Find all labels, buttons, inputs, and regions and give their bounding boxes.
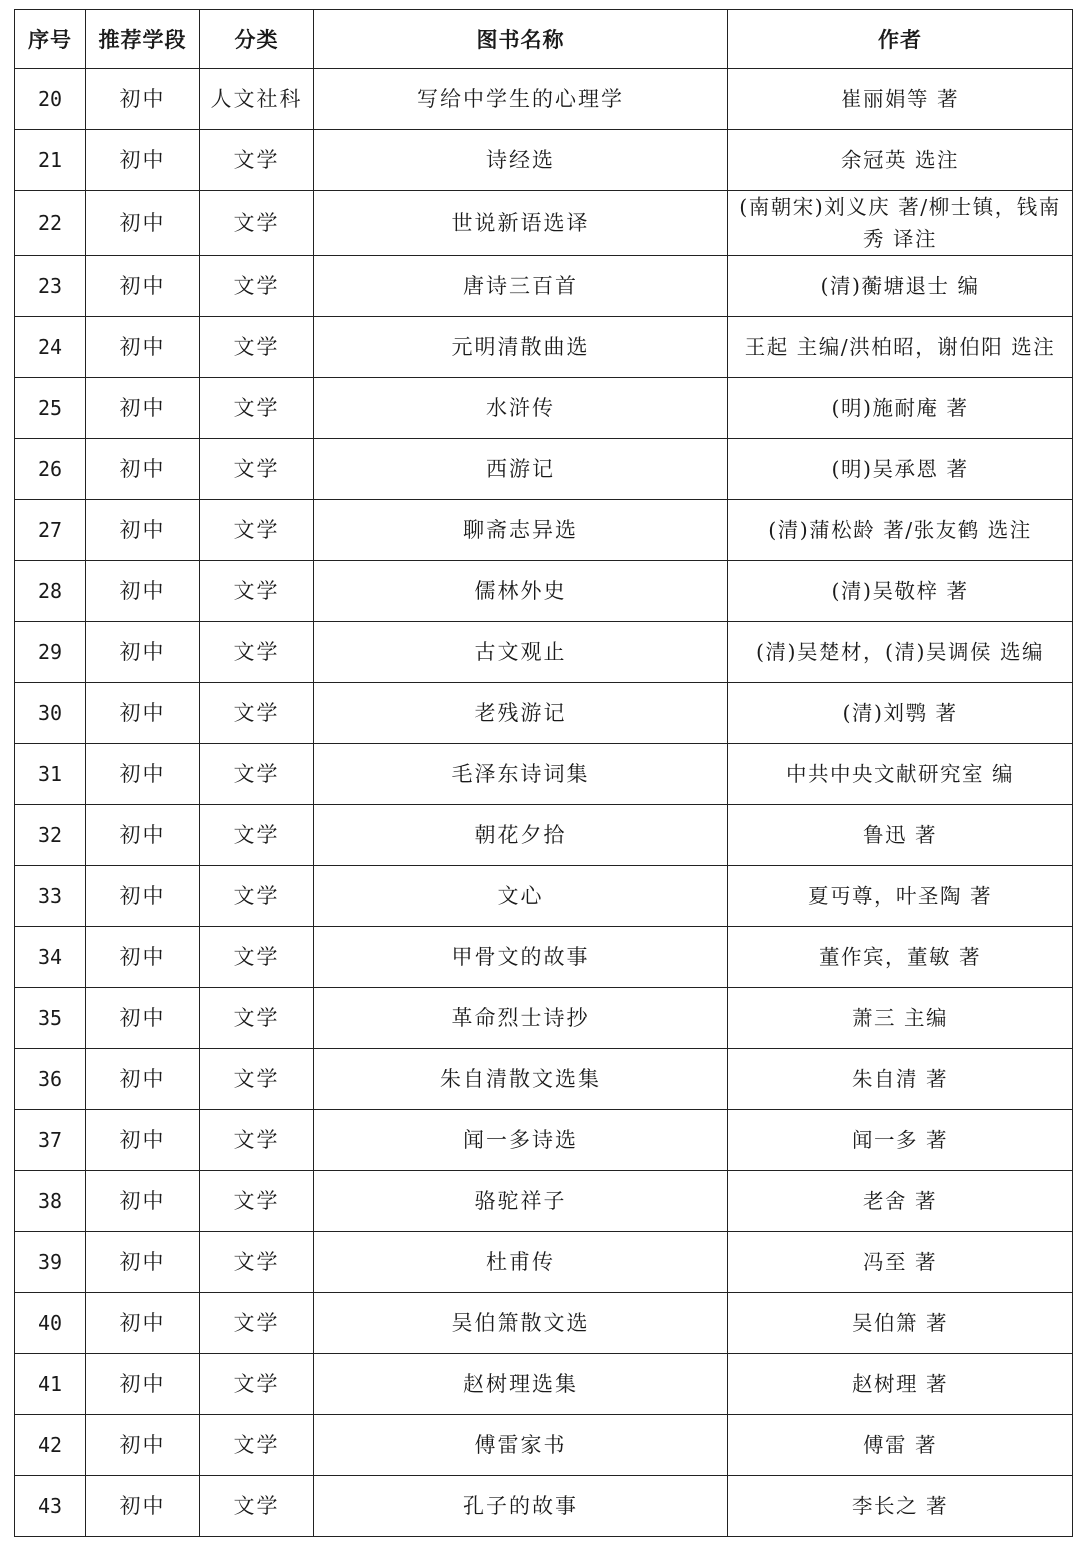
cell-author: 朱自清 著	[728, 1049, 1073, 1110]
cell-stage: 初中	[86, 378, 200, 439]
cell-stage: 初中	[86, 256, 200, 317]
cell-title: 朝花夕拾	[314, 805, 728, 866]
cell-title: 孔子的故事	[314, 1476, 728, 1537]
cell-stage: 初中	[86, 622, 200, 683]
cell-category: 文学	[200, 683, 314, 744]
table-row	[15, 1171, 1073, 1232]
cell-stage: 初中	[86, 1171, 200, 1232]
header-category: 分类	[200, 10, 314, 69]
header-row	[15, 10, 1073, 69]
cell-no: 42	[15, 1415, 86, 1476]
cell-stage: 初中	[86, 866, 200, 927]
cell-no: 37	[15, 1110, 86, 1171]
cell-category: 文学	[200, 988, 314, 1049]
cell-author: (南朝宋)刘义庆 著/柳士镇，钱南秀 译注	[728, 191, 1073, 256]
cell-title: 文心	[314, 866, 728, 927]
cell-title: 世说新语选译	[314, 191, 728, 256]
cell-title: 古文观止	[314, 622, 728, 683]
header-stage: 推荐学段	[86, 10, 200, 69]
cell-category: 文学	[200, 866, 314, 927]
table-row	[15, 805, 1073, 866]
table-row	[15, 561, 1073, 622]
header-author: 作者	[728, 10, 1073, 69]
cell-author: 鲁迅 著	[728, 805, 1073, 866]
cell-category: 文学	[200, 927, 314, 988]
cell-category: 文学	[200, 130, 314, 191]
table-row	[15, 191, 1073, 256]
cell-title: 革命烈士诗抄	[314, 988, 728, 1049]
cell-author: 董作宾，董敏 著	[728, 927, 1073, 988]
cell-author: 傅雷 著	[728, 1415, 1073, 1476]
cell-no: 33	[15, 866, 86, 927]
cell-author: (清)蘅塘退士 编	[728, 256, 1073, 317]
cell-author: 赵树理 著	[728, 1354, 1073, 1415]
cell-title: 诗经选	[314, 130, 728, 191]
table-row	[15, 1354, 1073, 1415]
cell-title: 西游记	[314, 439, 728, 500]
cell-category: 文学	[200, 1232, 314, 1293]
cell-title: 写给中学生的心理学	[314, 69, 728, 130]
cell-stage: 初中	[86, 561, 200, 622]
cell-title: 聊斋志异选	[314, 500, 728, 561]
cell-stage: 初中	[86, 1049, 200, 1110]
table-body	[15, 69, 1073, 1537]
cell-no: 23	[15, 256, 86, 317]
table-row	[15, 1049, 1073, 1110]
cell-category: 文学	[200, 317, 314, 378]
table-row	[15, 378, 1073, 439]
table-row	[15, 622, 1073, 683]
cell-stage: 初中	[86, 805, 200, 866]
cell-category: 文学	[200, 500, 314, 561]
cell-no: 22	[15, 191, 86, 256]
cell-stage: 初中	[86, 500, 200, 561]
book-list-table	[14, 9, 1073, 1537]
cell-title: 吴伯箫散文选	[314, 1293, 728, 1354]
cell-no: 32	[15, 805, 86, 866]
header-no: 序号	[15, 10, 86, 69]
cell-category: 文学	[200, 1110, 314, 1171]
cell-no: 41	[15, 1354, 86, 1415]
cell-no: 30	[15, 683, 86, 744]
cell-no: 21	[15, 130, 86, 191]
cell-author: 萧三 主编	[728, 988, 1073, 1049]
cell-author: (清)刘鹗 著	[728, 683, 1073, 744]
cell-author: 李长之 著	[728, 1476, 1073, 1537]
cell-no: 31	[15, 744, 86, 805]
cell-author: 老舍 著	[728, 1171, 1073, 1232]
cell-stage: 初中	[86, 927, 200, 988]
cell-category: 文学	[200, 622, 314, 683]
cell-category: 文学	[200, 256, 314, 317]
book-list-sheet	[14, 9, 1073, 1537]
cell-stage: 初中	[86, 1354, 200, 1415]
cell-author: (清)蒲松龄 著/张友鹤 选注	[728, 500, 1073, 561]
cell-author: 中共中央文献研究室 编	[728, 744, 1073, 805]
cell-stage: 初中	[86, 1293, 200, 1354]
cell-stage: 初中	[86, 1415, 200, 1476]
cell-stage: 初中	[86, 1232, 200, 1293]
cell-no: 27	[15, 500, 86, 561]
cell-title: 赵树理选集	[314, 1354, 728, 1415]
cell-title: 傅雷家书	[314, 1415, 728, 1476]
cell-stage: 初中	[86, 744, 200, 805]
cell-author: 崔丽娟等 著	[728, 69, 1073, 130]
cell-no: 43	[15, 1476, 86, 1537]
cell-author: 冯至 著	[728, 1232, 1073, 1293]
cell-author: (明)吴承恩 著	[728, 439, 1073, 500]
cell-no: 40	[15, 1293, 86, 1354]
table-row	[15, 1476, 1073, 1537]
cell-no: 39	[15, 1232, 86, 1293]
cell-title: 水浒传	[314, 378, 728, 439]
header-title: 图书名称	[314, 10, 728, 69]
cell-category: 文学	[200, 1049, 314, 1110]
cell-no: 38	[15, 1171, 86, 1232]
cell-category: 文学	[200, 1476, 314, 1537]
cell-no: 25	[15, 378, 86, 439]
table-row	[15, 1232, 1073, 1293]
cell-author: 夏丏尊，叶圣陶 著	[728, 866, 1073, 927]
table-row	[15, 317, 1073, 378]
cell-no: 29	[15, 622, 86, 683]
cell-category: 文学	[200, 439, 314, 500]
table-row	[15, 439, 1073, 500]
cell-author: 闻一多 著	[728, 1110, 1073, 1171]
cell-no: 35	[15, 988, 86, 1049]
cell-no: 24	[15, 317, 86, 378]
cell-title: 甲骨文的故事	[314, 927, 728, 988]
cell-author: 王起 主编/洪柏昭，谢伯阳 选注	[728, 317, 1073, 378]
cell-category: 文学	[200, 1415, 314, 1476]
table-row	[15, 1110, 1073, 1171]
cell-title: 唐诗三百首	[314, 256, 728, 317]
table-row	[15, 69, 1073, 130]
cell-title: 元明清散曲选	[314, 317, 728, 378]
table-row	[15, 256, 1073, 317]
cell-stage: 初中	[86, 317, 200, 378]
cell-category: 文学	[200, 744, 314, 805]
cell-no: 26	[15, 439, 86, 500]
table-row	[15, 866, 1073, 927]
cell-no: 34	[15, 927, 86, 988]
cell-stage: 初中	[86, 683, 200, 744]
cell-author: (清)吴楚材，(清)吴调侯 选编	[728, 622, 1073, 683]
cell-title: 毛泽东诗词集	[314, 744, 728, 805]
cell-category: 文学	[200, 1354, 314, 1415]
cell-title: 儒林外史	[314, 561, 728, 622]
cell-title: 闻一多诗选	[314, 1110, 728, 1171]
table-row	[15, 1293, 1073, 1354]
cell-no: 20	[15, 69, 86, 130]
cell-stage: 初中	[86, 191, 200, 256]
cell-stage: 初中	[86, 1476, 200, 1537]
cell-category: 文学	[200, 1293, 314, 1354]
cell-title: 杜甫传	[314, 1232, 728, 1293]
cell-stage: 初中	[86, 1110, 200, 1171]
cell-no: 28	[15, 561, 86, 622]
cell-author: (清)吴敬梓 著	[728, 561, 1073, 622]
table-row	[15, 683, 1073, 744]
cell-category: 文学	[200, 1171, 314, 1232]
table-row	[15, 130, 1073, 191]
cell-stage: 初中	[86, 988, 200, 1049]
table-row	[15, 744, 1073, 805]
cell-category: 文学	[200, 561, 314, 622]
cell-title: 老残游记	[314, 683, 728, 744]
cell-title: 骆驼祥子	[314, 1171, 728, 1232]
table-row	[15, 1415, 1073, 1476]
cell-stage: 初中	[86, 130, 200, 191]
cell-stage: 初中	[86, 69, 200, 130]
table-row	[15, 988, 1073, 1049]
cell-category: 人文社科	[200, 69, 314, 130]
cell-category: 文学	[200, 191, 314, 256]
cell-stage: 初中	[86, 439, 200, 500]
cell-title: 朱自清散文选集	[314, 1049, 728, 1110]
cell-author: (明)施耐庵 著	[728, 378, 1073, 439]
table-row	[15, 927, 1073, 988]
cell-category: 文学	[200, 378, 314, 439]
cell-category: 文学	[200, 805, 314, 866]
cell-author: 余冠英 选注	[728, 130, 1073, 191]
cell-no: 36	[15, 1049, 86, 1110]
table-row	[15, 500, 1073, 561]
cell-author: 吴伯箫 著	[728, 1293, 1073, 1354]
